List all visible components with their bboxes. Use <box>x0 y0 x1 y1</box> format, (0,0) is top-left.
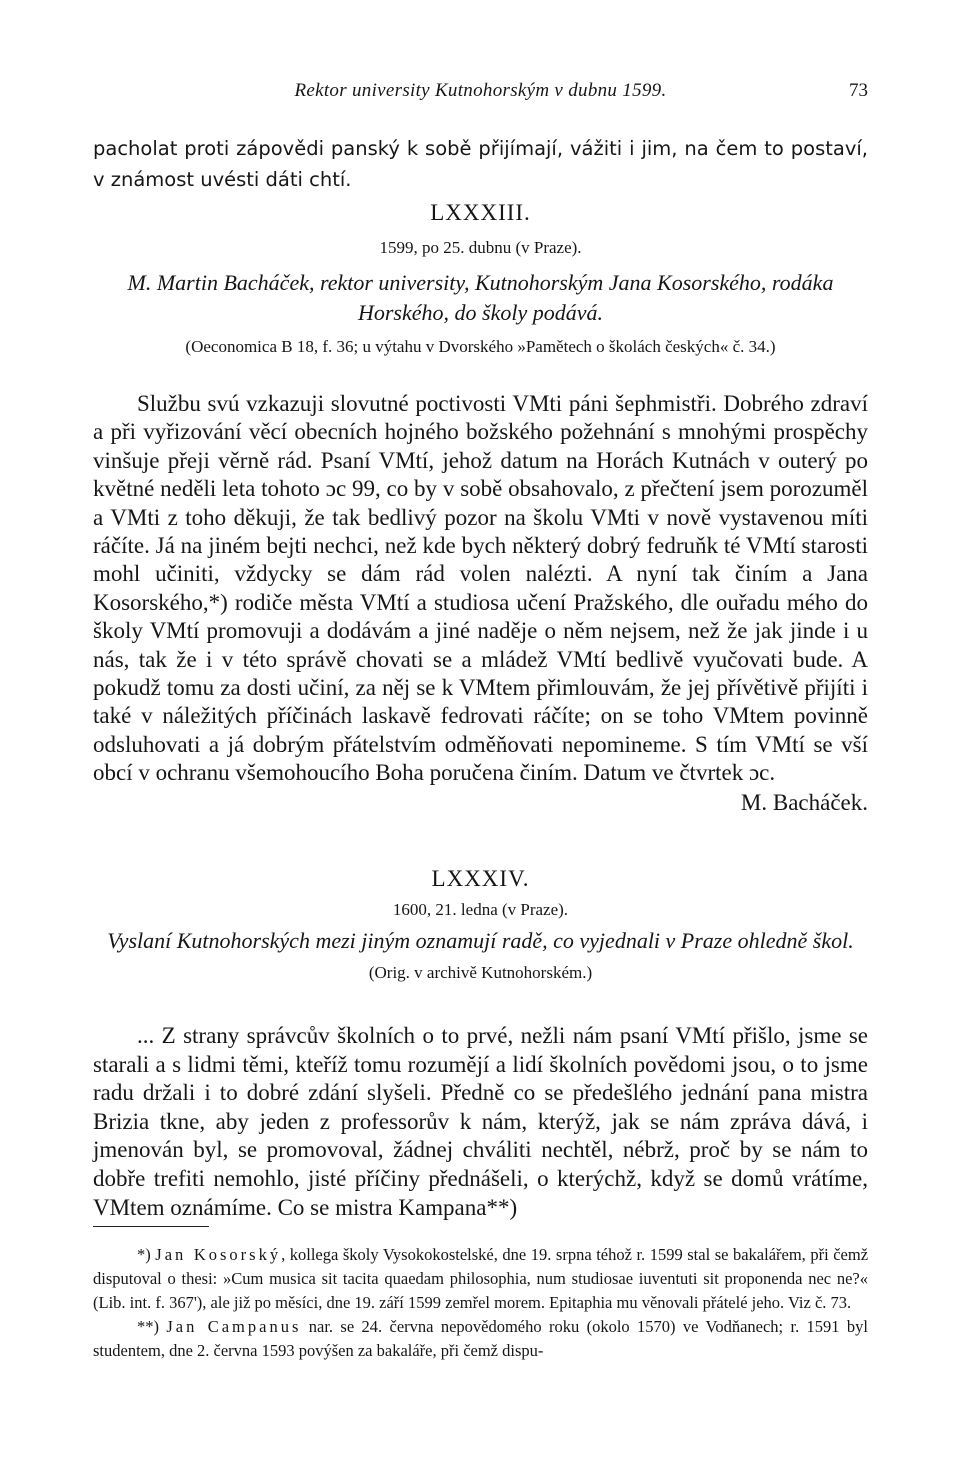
continuation-text: pacholat proti zápovědi panský k sobě přijímají, vážiti i jim, na čem to postaví, v známost uvésti dáti chtí. <box>93 137 868 191</box>
letter-title: Vyslaní Kutnohorských mezi jiným oznamují radě, co vyjednali v Praze ohledně škol. <box>107 928 854 953</box>
letter-number: LXXXIV. <box>431 866 530 891</box>
letter-date: 1599, po 25. dubnu (v Praze). <box>379 238 582 257</box>
letter-date: 1600, 21. ledna (v Praze). <box>392 900 569 919</box>
footnote-person: Jan Campanus <box>166 1317 302 1336</box>
footnote-rule <box>93 1226 209 1227</box>
continuation-paragraph <box>93 133 868 195</box>
footnote <box>93 1243 868 1315</box>
letter-83-body <box>93 390 868 816</box>
running-title: Rektor university Kutnohorským v dubnu 1599. <box>294 80 667 101</box>
footnote-text: nar. se 24. června nepovědomého roku (okolo 1570) ve Vodňanech; r. 1591 byl studentem, dne 2. června 1593 povýšen za bakaláře, při čemž dispu- <box>93 1317 869 1360</box>
page-header <box>93 80 868 110</box>
letter-source: (Oeconomica B 18, f. 36; u výtahu v Dvorského »Pamětech o školách českých« č. 34.) <box>185 337 776 356</box>
footnotes <box>93 1243 868 1363</box>
letter-title: M. Martin Bacháček, rektor university, Kutnohorským Jana Kosorského, rodáka Horského, do školy podává. <box>127 270 834 325</box>
footnote-text: , kollega školy Vysokokostelské, dne 19. srpna téhož r. 1599 stal se bakalářem, při čemž disputoval o thesi: »Cum musica sit tacita quaedam philosophia, num studiosae iuventuti sit proponenda nec ne?« (Lib. int. f. 367'), ale již po měsíci, dne 19. září 1599 zemřel morem. Epitaphia mu věnovali přátelé jeho. Viz č. 73. <box>93 1245 869 1312</box>
letter-84-body <box>93 1022 868 1222</box>
footnote <box>93 1315 868 1363</box>
page-number: 73 <box>849 80 868 101</box>
letter-body: ... Z strany správcův školních o to prvé, nežli nám psaní VMtí přišlo, jsme se starali a s lidmi těmi, kteříž tomu rozumějí a lidí školních povědomi jsou, o to jsme radu držali i to dobré zdání slyšeli. Předně co se předešlého jednání pana mistra Brizia tkne, aby jeden z professorův k nám, kterýž, jak se nám zpráva dává, i jmenován byl, se promovoval, žádnej chváliti nechtěl, nébrž, proč by se nám to dobře trefiti nemohlo, jisté příčiny přednášeli, o kterýchž, když se domů vrátíme, VMtem oznámíme. Co se mistra Kampana**) <box>93 1023 868 1220</box>
letter-84 <box>93 866 868 985</box>
letter-83 <box>93 200 868 359</box>
footnote-mark: **) <box>137 1317 159 1336</box>
letter-number: LXXXIII. <box>430 200 531 225</box>
letter-source: (Orig. v archivě Kutnohorském.) <box>368 963 593 982</box>
footnote-mark: *) <box>137 1245 151 1264</box>
letter-body: Službu svú vzkazuji slovutné poctivosti VMti páni šephmistři. Dobrého zdraví a při vyřizování věcí obecních hojného božského požehnání s mnohými prospěchy vinšuje přeji věrně rád. Psaní VMtí, jehož datum na Horách Kutnách v outerý po květné neděli leta tohoto ɔc 99, co by v sobě obsahovalo, z přečtení jsem porozuměl a VMti z toho děkuji, že tak bedlivý pozor na školu VMti v nově vystavenou míti ráčíte. Já na jiném bejti nechci, než kde bych některý dobrý fedruňk té VMtí starosti mohl učiniti, vždycky se dám rád volen nalézti. A nyní tak činím a Jana Kosorského,*) rodiče města VMtí a studiosa učení Pražského, dle ouřadu mého do školy VMtí promovuji a dodávám a jiné naděje o něm nejsem, než že jak jinde i u nás, tak že i v této správě chovati se a mládež VMtí bedlivě vyučovati bude. A pokudž tomu za dosti učiní, za něj se k VMtem přimlouvám, že jej přívětivě přijíti i také v náležitých příčinách laskavě fedrovati ráčíte; on se toho VMtem povinně odsluhovati a já dobrým přátelstvím odměňovati nepomineme. S tím VMtí se vší obcí v ochranu všemohoucího Boha poručena činím. Datum ve čtvrtek ɔc. <box>93 391 868 786</box>
letter-signature: M. Bacháček. <box>740 789 868 815</box>
footnote-person: Jan Kosorský <box>155 1245 282 1264</box>
